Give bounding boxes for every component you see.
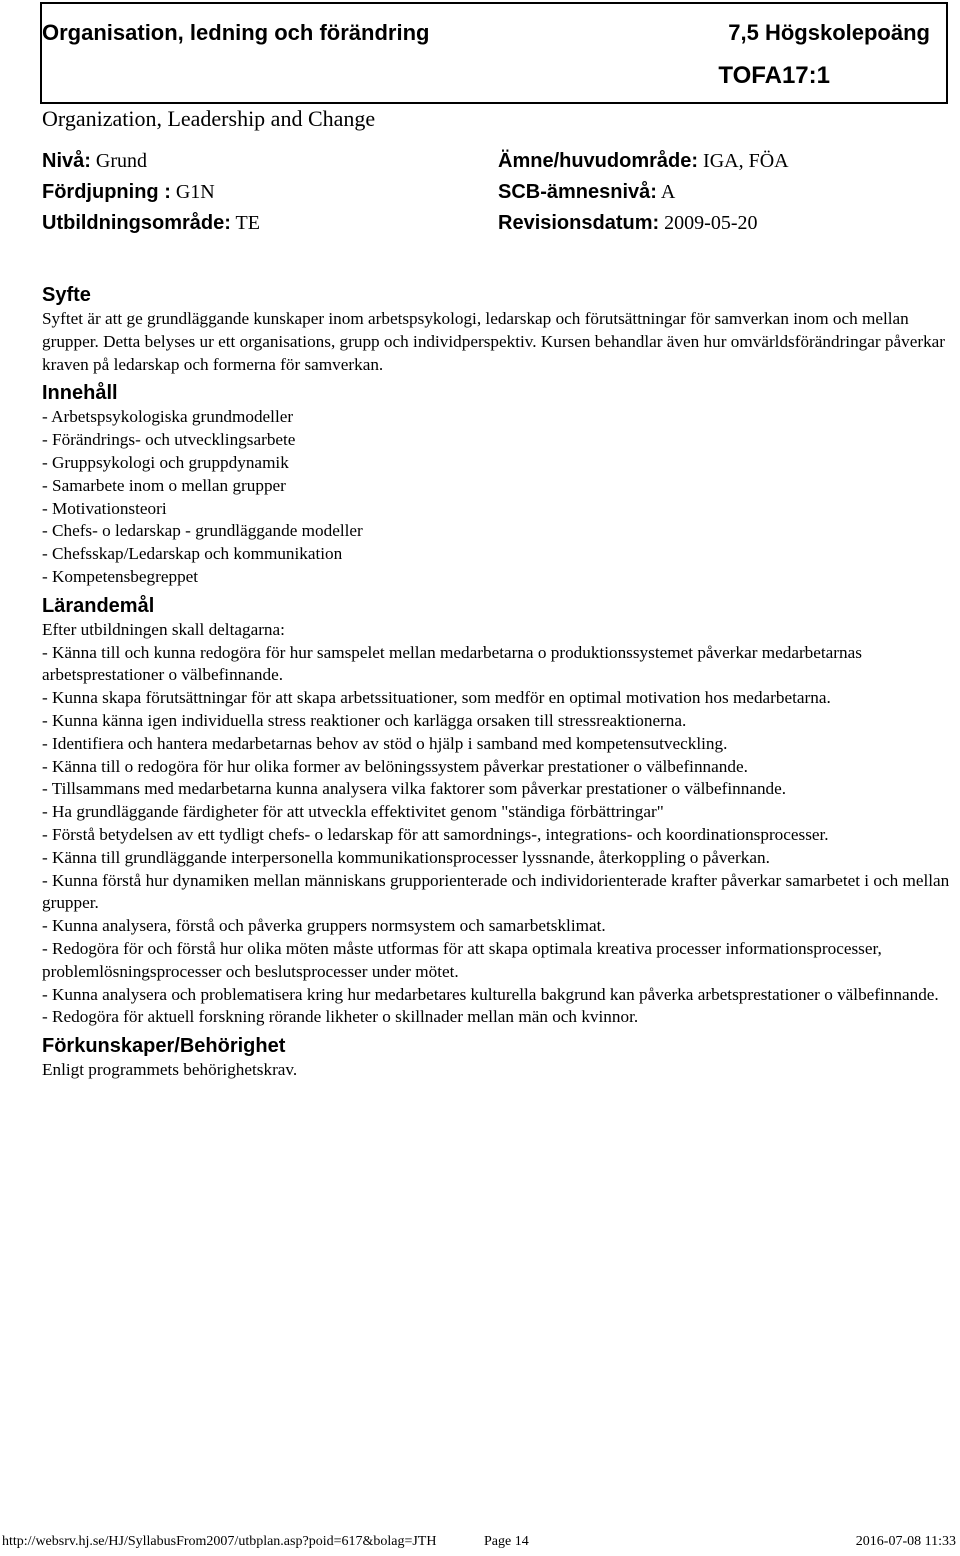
- list-item: - Förstå betydelsen av ett tydligt chefs- o ledarskap för att samordnings-, integrations- och koordinationsprocesser.: [42, 824, 829, 844]
- section-syfte: [42, 282, 952, 376]
- section-text: Syftet är att ge grundläggande kunskaper inom arbetspsykologi, ledarskap och förutsättningar för samverkan inom och mellan grupper. Detta belyses ur ett organisations, grupp och individperspektiv. Kursen behandlar även hur omvärldsförändringar påverkar kraven på ledarskap och formerna för samverkan.: [42, 309, 946, 374]
- list-item: - Motivationsteori: [42, 498, 167, 518]
- list-item: - Kunna förstå hur dynamiken mellan människans grupporienterade och individorienterade krafter påverkar samarbetet i och mellan grupper.: [42, 870, 950, 913]
- meta-value: IGA, FÖA: [703, 150, 789, 172]
- list-item: - Chefsskap/Ledarskap och kommunikation: [42, 544, 343, 564]
- list-item: - Förändrings- och utvecklingsarbete: [42, 430, 296, 450]
- footer-datetime: 2016-07-08 11:33: [855, 1534, 956, 1549]
- course-credits: 7,5 Högskolepoäng: [728, 20, 930, 45]
- section-intro: Efter utbildningen skall deltagarna:: [42, 619, 285, 639]
- list-item: - Kompetensbegreppet: [42, 566, 199, 586]
- meta-label: Fördjupning :: [42, 181, 171, 203]
- list-item: - Ha grundläggande färdigheter för att utveckla effektivitet genom "ständiga förbättringar": [42, 802, 664, 822]
- footer-page-number: Page 14: [484, 1534, 529, 1549]
- meta-value: TE: [235, 212, 260, 234]
- list-item: - Känna till o redogöra för hur olika former av belöningssystem påverkar prestationer o välbefinnande.: [42, 756, 748, 776]
- meta-fordjupning: [42, 181, 215, 204]
- list-item: - Känna till grundläggande interpersonella kommunikationsprocesser lyssnande, återkoppling o påverkan.: [42, 847, 770, 867]
- section-heading: Syfte: [42, 284, 91, 306]
- course-title-english: Organization, Leadership and Change: [42, 106, 376, 131]
- section-heading: Lärandemål: [42, 594, 155, 617]
- list-item: - Chefs- o ledarskap - grundläggande modeller: [42, 521, 363, 541]
- list-item: - Känna till och kunna redogöra för hur samspelet mellan medarbetarna o produktionssystemet påverkar medarbetarnas arbetsprestationer o välbefinnande.: [42, 642, 862, 685]
- list-item: - Tillsammans med medarbetarna kunna analysera vilka faktorer som påverkar prestationer o välbefinnande.: [42, 779, 787, 799]
- meta-amne: [498, 150, 789, 173]
- section-larandemal: [42, 593, 952, 1029]
- list-item: - Identifiera och hantera medarbetarnas behov av stöd o hjälp i samband med kompetensutveckling.: [42, 733, 728, 753]
- meta-label: SCB-ämnesnivå:: [498, 181, 657, 203]
- footer-url: http://websrv.hj.se/HJ/SyllabusFrom2007/utbplan.asp?poid=617&bolag=JTH: [2, 1534, 437, 1549]
- list-item: - Gruppsykologi och gruppdynamik: [42, 452, 289, 472]
- section-heading: Innehåll: [42, 382, 118, 405]
- list-item: - Kunna analysera, förstå och påverka gruppers normsystem och samarbetsklimat.: [42, 916, 606, 936]
- section-forkunskaper: [42, 1033, 952, 1082]
- list-item: - Arbetspsykologiska grundmodeller: [42, 407, 294, 427]
- list-item: - Samarbete inom o mellan grupper: [42, 475, 286, 495]
- meta-label: Ämne/huvudområde:: [498, 150, 699, 172]
- meta-scb: [498, 181, 675, 204]
- content-list: [42, 406, 952, 588]
- syllabus-content: [42, 282, 952, 1082]
- list-item: - Kunna känna igen individuella stress reaktioner och karlägga orsaken till stressreaktionerna.: [42, 710, 687, 730]
- meta-revisionsdatum: [498, 212, 757, 235]
- meta-label: Utbildningsområde:: [42, 212, 231, 234]
- list-item: - Kunna skapa förutsättningar för att skapa arbetssituationer, som medför en optimal motivation hos medarbetarna.: [42, 688, 831, 708]
- list-item: - Kunna analysera och problematisera kring hur medarbetares kulturella bakgrund kan påverka arbetsprestationer o välbefinnande.: [42, 984, 939, 1004]
- meta-label: Nivå:: [42, 150, 91, 172]
- meta-label: Revisionsdatum:: [498, 212, 660, 234]
- meta-niva: [42, 150, 147, 173]
- section-heading: Förkunskaper/Behörighet: [42, 1035, 286, 1058]
- section-innehall: [42, 380, 952, 588]
- meta-value: Grund: [95, 150, 148, 172]
- learning-outcomes-list: [42, 642, 952, 1030]
- meta-value: 2009-05-20: [664, 212, 758, 234]
- meta-value: G1N: [175, 181, 215, 203]
- meta-value: A: [660, 181, 676, 203]
- list-item: - Redogöra för aktuell forskning rörande likheter o skillnader mellan män och kvinnor.: [42, 1007, 639, 1027]
- meta-utbildningsomrade: [42, 212, 260, 235]
- course-title-swedish: Organisation, ledning och förändring: [42, 20, 430, 45]
- list-item: - Redogöra för och förstå hur olika möten måste utformas för att skapa optimala kreativa processer informationsprocesser, problemlösningsprocesser och beslutsprocesser under mötet.: [42, 938, 882, 981]
- section-text: Enligt programmets behörighetskrav.: [42, 1060, 298, 1080]
- course-code: TOFA17:1: [718, 62, 830, 89]
